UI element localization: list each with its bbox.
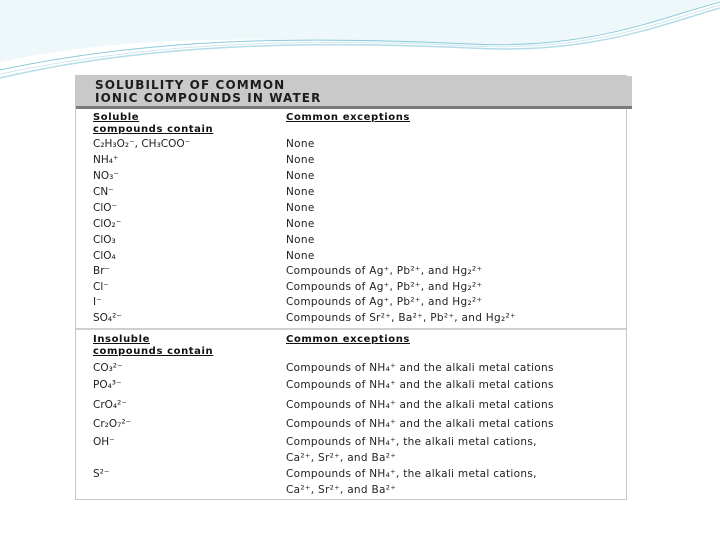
ion-formula: ClO₂⁻ [93, 218, 122, 230]
ion-formula: Cl⁻ [93, 281, 109, 293]
ion-formula: ClO⁻ [93, 202, 118, 214]
exception-text: None [286, 186, 315, 198]
exception-text: Compounds of NH₄⁺, the alkali metal cations, [286, 436, 537, 448]
exception-text: Compounds of NH₄⁺, the alkali metal cations, [286, 468, 537, 480]
solubility-table [75, 75, 627, 500]
exception-text: None [286, 154, 315, 166]
ion-formula: SO₄²⁻ [93, 312, 122, 324]
exception-text: None [286, 234, 315, 246]
ion-formula: NO₃⁻ [93, 170, 119, 182]
table-title-line-1: SOLUBILITY OF COMMON [95, 78, 286, 92]
exception-text: Compounds of Ag⁺, Pb²⁺, and Hg₂²⁺ [286, 296, 483, 308]
exception-text: Compounds of Sr²⁺, Ba²⁺, Pb²⁺, and Hg₂²⁺ [286, 312, 516, 324]
table-title-band [76, 76, 632, 109]
exception-text: None [286, 250, 315, 262]
table-title-line-2: IONIC COMPOUNDS IN WATER [95, 91, 322, 105]
ion-formula: C₂H₃O₂⁻, CH₃COO⁻ [93, 138, 191, 150]
section-divider [76, 328, 626, 330]
ion-formula: Br⁻ [93, 265, 111, 277]
soluble-header-line-1: Soluble [93, 112, 140, 123]
ion-formula: NH₄⁺ [93, 154, 119, 166]
ion-formula: PO₄³⁻ [93, 379, 122, 391]
exception-text: Compounds of Ag⁺, Pb²⁺, and Hg₂²⁺ [286, 265, 483, 277]
ion-formula: I⁻ [93, 296, 102, 308]
exception-text-continued: Ca²⁺, Sr²⁺, and Ba²⁺ [286, 484, 397, 496]
ion-formula: CrO₄²⁻ [93, 399, 127, 411]
insoluble-header-line-2: compounds contain [93, 346, 214, 357]
exception-text-continued: Ca²⁺, Sr²⁺, and Ba²⁺ [286, 452, 397, 464]
insoluble-header-line-1: Insoluble [93, 334, 150, 345]
ion-formula: ClO₄ [93, 250, 116, 262]
ion-formula: OH⁻ [93, 436, 115, 448]
exception-text: Compounds of NH₄⁺ and the alkali metal cations [286, 379, 554, 391]
exception-text: Compounds of NH₄⁺ and the alkali metal cations [286, 399, 554, 411]
ion-formula: CN⁻ [93, 186, 114, 198]
exception-text: None [286, 170, 315, 182]
exception-text: Compounds of NH₄⁺ and the alkali metal cations [286, 362, 554, 374]
exception-text: None [286, 138, 315, 150]
insoluble-exceptions-header: Common exceptions [286, 334, 410, 345]
ion-formula: ClO₃ [93, 234, 116, 246]
ion-formula: CO₃²⁻ [93, 362, 123, 374]
soluble-exceptions-header: Common exceptions [286, 112, 410, 123]
ion-formula: Cr₂O₇²⁻ [93, 418, 132, 430]
exception-text: None [286, 218, 315, 230]
exception-text: None [286, 202, 315, 214]
ion-formula: S²⁻ [93, 468, 110, 480]
soluble-header-line-2: compounds contain [93, 124, 214, 135]
exception-text: Compounds of Ag⁺, Pb²⁺, and Hg₂²⁺ [286, 281, 483, 293]
exception-text: Compounds of NH₄⁺ and the alkali metal cations [286, 418, 554, 430]
